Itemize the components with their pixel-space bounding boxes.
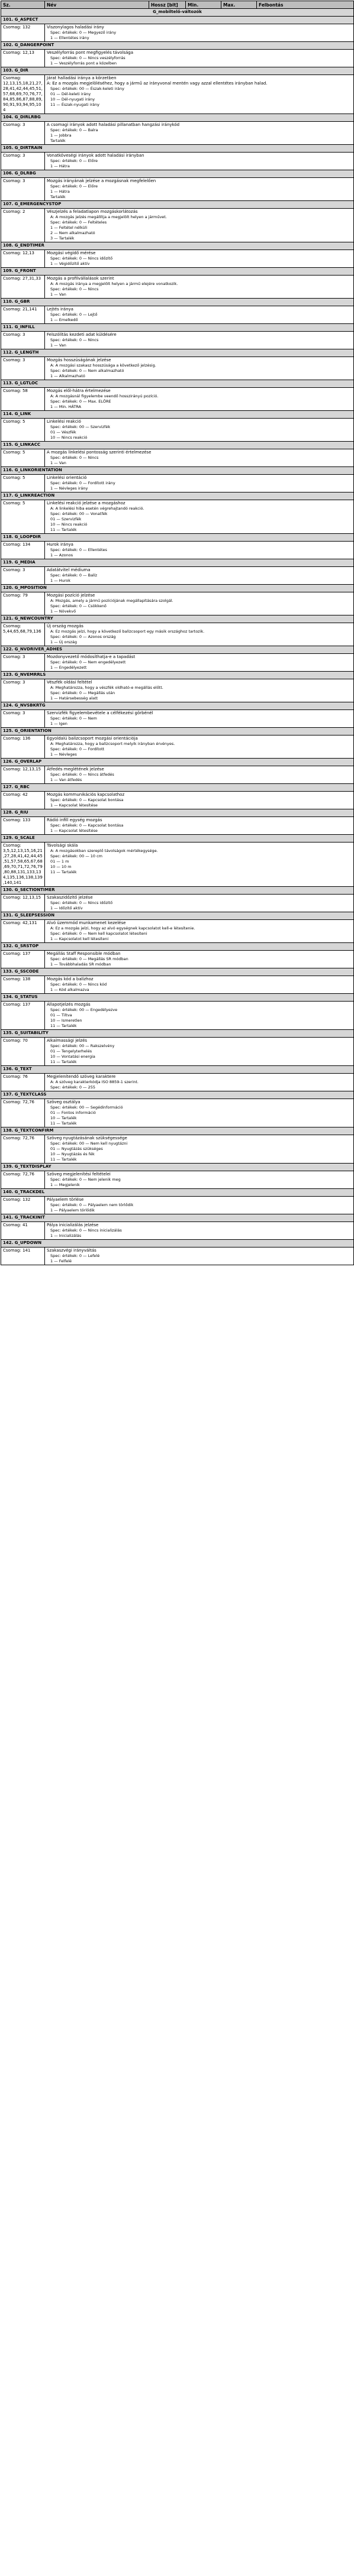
variable-number: 125. G_ORIENTATION — [1, 728, 354, 735]
variable-description: Szakaszvégi irányváltás Spec: értékek: 0 — Lefelé 1 — Felfelé — [45, 1248, 354, 1265]
variable-description: A mozgás linkelési pontosság szerinti értelmezése Spec: értékek: 0 — Nincs 1 — Van — [45, 449, 354, 467]
variable-body-row — [1, 735, 354, 759]
variable-number: 129. G_SCALE — [1, 835, 354, 843]
variable-body-row — [1, 920, 354, 943]
variable-number: 126. G_OVERLAP — [1, 759, 354, 766]
variable-description: Mozgás hosszúságának jelzése A: A mozgási szakasz hosszúsága a következő jelzésig. Spec: értékek: 0 — Nem alkalmazható 1 — Alkalmazható — [45, 357, 354, 380]
variable-packages: Csomag: 5,44,65,68,79,136 — [1, 623, 45, 646]
variable-description: Szervizfék figyelembevétele a célfékezési görbénél Spec: értékek: 0 — Nem 1 — Igen — [45, 710, 354, 728]
variable-packages: Csomag: 3 — [1, 357, 45, 380]
variable-body-row — [1, 475, 354, 492]
variable-packages: Csomag: 134 — [1, 542, 45, 559]
variable-body-row — [1, 1222, 354, 1240]
variable-description: Linkelési reakció Spec: értékek: 00 — Szervizfék 01 — Vészfék 10 — Nincs reakció — [45, 419, 354, 442]
variable-body-row — [1, 276, 354, 299]
variable-title-row — [1, 759, 354, 766]
variable-description: Hurok iránya Spec: értékek: 0 — Ellentétes 1 — Azonos — [45, 542, 354, 559]
col-max-header: Max. — [221, 1, 257, 9]
variable-description: Linkelési orientáció Spec: értékek: 0 — Fordított irány 1 — Névleges irány — [45, 475, 354, 492]
variable-description: Mozgás kommunikációs kapcsolathoz Spec: értékek: 0 — Kapcsolat bontása 1 — Kapcsolat létesítése — [45, 792, 354, 809]
variable-title-row — [1, 784, 354, 792]
variable-title-row — [1, 170, 354, 178]
variable-description: Új ország mozgás A: Ez mozgás jelzi, hogy a következő balízcsoport egy másik országhoz tartozik. Spec: értékek: 0 — Azonos ország 1 — Új ország — [45, 623, 354, 646]
variable-body-row — [1, 419, 354, 442]
variable-body-row — [1, 623, 354, 646]
variable-packages: Csomag: 3 — [1, 153, 45, 170]
variable-title-row — [1, 887, 354, 895]
variable-packages: Csomag: 72,76 — [1, 1135, 45, 1164]
variable-description: Linkelési reakció jelzése a mozgáshoz A: A linkelési hiba esetén végrehajtandó reakció. Spec: értékek: 00 — Vonatfék 01 — Szervizfék 10 — Nincs reakció 11 — Tartalék — [45, 500, 354, 534]
variable-title-row — [1, 672, 354, 679]
variable-body-row — [1, 1099, 354, 1127]
variable-body-row — [1, 75, 354, 114]
variable-number: 115. G_LINKACC — [1, 442, 354, 449]
variable-packages: Csomag: 12,13,15,18,21,27,28,41,42,44,45,51,57,68,69,70,76,77,84,85,86,87,88,89,90,91,93,94,95,104 — [1, 75, 45, 114]
variable-packages: Csomag: 138 — [1, 976, 45, 994]
variable-title-row — [1, 968, 354, 976]
variable-body-row — [1, 178, 354, 201]
variable-title-row — [1, 1164, 354, 1171]
variable-description: Pályaelem törlése Spec: értékek: 0 — Pályaelem nem törlődik 1 — Pályaelem törlődik — [45, 1197, 354, 1214]
variable-body-row — [1, 592, 354, 615]
variable-number: 141. G_TRACKINIT — [1, 1214, 354, 1222]
variable-description: Mozgási végidő mérése Spec: értékek: 0 — Nincs időzítő 1 — Végidőzítő aktív — [45, 250, 354, 268]
variable-packages: Csomag: 5 — [1, 449, 45, 467]
variable-packages: Csomag: 3 — [1, 122, 45, 145]
variable-body-row — [1, 357, 354, 380]
variable-packages: Csomag: 3 — [1, 178, 45, 201]
variable-description: Alvó üzemmód munkamenet kezelése A: Ez a mozgás jelzi, hogy az alvó egységnek kapcsolatot kell-e létesítenie. Spec: értékek: 0 — Nem kell kapcsolatot létesíteni 1 — Kapcsolatot kell létesíteni — [45, 920, 354, 943]
variable-number: 103. G_DIR — [1, 67, 354, 75]
col-hossz-header: Hossz [bit] — [149, 1, 186, 9]
variable-number: 116. G_LINKORIENTATION — [1, 467, 354, 475]
variable-number: 110. G_GBR — [1, 299, 354, 306]
variable-body-row — [1, 24, 354, 42]
variable-packages: Csomag: 3 — [1, 710, 45, 728]
variable-description: Szakaszidőzítő jelzése Spec: értékek: 0 — Nincs időzítő 1 — Időzítő aktív — [45, 895, 354, 912]
variable-description: Mozgás elől-hátra értelmezése A: A mozgásnál figyelembe veendő hosszirányú pozíció. Spec: értékek: 0 — Max. ELŐRE 1 — Min. HÁTRA — [45, 388, 354, 411]
variable-title-row — [1, 242, 354, 250]
variable-body-row — [1, 1038, 354, 1066]
variable-description: Vonatköveségi irányok adott haladási irányban Spec: értékek: 0 — Előre 1 — Hátra — [45, 153, 354, 170]
variable-title-row — [1, 1240, 354, 1248]
variable-title-row — [1, 1214, 354, 1222]
variable-title-row — [1, 380, 354, 388]
variable-packages: Csomag: 3 — [1, 654, 45, 672]
variable-title-row — [1, 411, 354, 419]
variable-number: 139. G_TEXTDISPLAY — [1, 1164, 354, 1171]
variable-packages: Csomag: 72,76 — [1, 1171, 45, 1189]
variable-body-row — [1, 50, 354, 67]
variable-number: 131. G_SLEEPSESSION — [1, 912, 354, 920]
variable-title-row — [1, 728, 354, 735]
variable-packages: Csomag: 79 — [1, 592, 45, 615]
variable-number: 102. G_DANGERPOINT — [1, 42, 354, 50]
variable-packages: Csomag: 5 — [1, 500, 45, 534]
variable-description: Járat halladási iránya a körzetben A: Ez a mozgás megjelöléséhez, hogy a jármű az irányvonal mentén vagy azzal ellentétes irányban halad. Spec: értékek: 00 — Észak-keleti irány 01 — Dél-keleti irány 10 — Dél-nyugati irány 11 — Észak-nyugati irány — [45, 75, 354, 114]
variable-number: 109. G_FRONT — [1, 268, 354, 276]
variable-title-row — [1, 702, 354, 710]
variable-body-row — [1, 1135, 354, 1164]
col-nev-header: Név — [45, 1, 149, 9]
variable-packages: Csomag: 27,31,33 — [1, 276, 45, 299]
variable-description: Adatátvitel médiuma Spec: értékek: 0 — Balíz 1 — Hurok — [45, 567, 354, 585]
variable-description: Mozgás irányának jelzése a mozgásnak megfelelően Spec: értékek: 0 — Előre 1 — Hátra Tartalék — [45, 178, 354, 201]
variable-number: 119. G_MEDIA — [1, 559, 354, 567]
variable-description: Megállás Staff Responsible módban Spec: értékek: 0 — Megállás SR módban 1 — Továbbhaladás SR módban — [45, 951, 354, 968]
variable-packages: Csomag: 5 — [1, 419, 45, 442]
variable-description: Megjelenítendő szöveg karaktere A: A szöveg karakterkódja ISO 8859-1 szerint. Spec: értékek: 0 — 255 — [45, 1074, 354, 1091]
variable-title-row — [1, 943, 354, 951]
variable-title-row — [1, 809, 354, 817]
variable-title-row — [1, 912, 354, 920]
variable-description: Mozgás kód a balízhoz Spec: értékek: 0 — Nincs kód 1 — Kód alkalmazva — [45, 976, 354, 994]
variable-packages: Csomag: 12,13 — [1, 50, 45, 67]
table-header-row — [1, 1, 354, 9]
variable-body-row — [1, 710, 354, 728]
variable-body-row — [1, 766, 354, 784]
variables-table — [1, 1, 354, 1265]
variable-title-row — [1, 585, 354, 592]
col-min-header: Min. — [186, 1, 221, 9]
variable-body-row — [1, 843, 354, 887]
variable-number: 123. G_NVEMRRLS — [1, 672, 354, 679]
variable-number: 104. G_DIRLRBG — [1, 114, 354, 122]
variable-number: 105. G_DIRTRAIN — [1, 145, 354, 153]
variable-number: 142. G_UPDOWN — [1, 1240, 354, 1248]
section-title-row — [1, 9, 354, 17]
variable-number: 137. G_TEXTCLASS — [1, 1091, 354, 1099]
variable-title-row — [1, 268, 354, 276]
variable-number: 138. G_TEXTCONFIRM — [1, 1127, 354, 1135]
variable-body-row — [1, 679, 354, 702]
variable-body-row — [1, 976, 354, 994]
col-felbontas-header: Felbontás — [257, 1, 354, 9]
variable-packages: Csomag: 21,141 — [1, 306, 45, 324]
variable-packages: Csomag: 137 — [1, 1002, 45, 1030]
variable-packages: Csomag: 42,131 — [1, 920, 45, 943]
variable-title-row — [1, 646, 354, 654]
section-title: G_mobiltelő-változók — [1, 9, 354, 17]
variable-number: 136. G_TEXT — [1, 1066, 354, 1074]
variable-number: 112. G_LENGTH — [1, 349, 354, 357]
variable-number: 132. G_SRSTOP — [1, 943, 354, 951]
variable-packages: Csomag: 5 — [1, 475, 45, 492]
variable-packages: Csomag: 2 — [1, 209, 45, 242]
variable-body-row — [1, 542, 354, 559]
variable-description: Mozgási pozíció jelzése A: Mozgás, amely a jármű pozíciójának megállapítására szolgál. Spec: értékek: 0 — Csökkenő 1 — Növekvő — [45, 592, 354, 615]
variable-title-row — [1, 349, 354, 357]
variable-description: Távolsági skála A: A mozgásokban szereplő távolságok mértékegysége. Spec: értékek: 00 — 10 cm 01 — 1 m 10 — 10 m 11 — Tartalék — [45, 843, 354, 887]
variable-body-row — [1, 817, 354, 835]
variable-packages: Csomag: 72,76 — [1, 1099, 45, 1127]
variable-packages: Csomag: 132 — [1, 24, 45, 42]
variable-number: 127. G_RBC — [1, 784, 354, 792]
variable-body-row — [1, 153, 354, 170]
variable-body-row — [1, 209, 354, 242]
variable-packages: Csomag: 133 — [1, 817, 45, 835]
variable-title-row — [1, 1189, 354, 1197]
variable-description: Szöveg osztálya Spec: értékek: 00 — Segédinformáció 01 — Fontos információ 10 — Tartalék 11 — Tartalék — [45, 1099, 354, 1127]
variable-body-row — [1, 654, 354, 672]
variable-packages: Csomag: 136 — [1, 735, 45, 759]
variable-title-row — [1, 201, 354, 209]
variable-body-row — [1, 1171, 354, 1189]
variable-title-row — [1, 835, 354, 843]
variable-body-row — [1, 1074, 354, 1091]
variable-description: Átfedés meglétének jelzése Spec: értékek: 0 — Nincs átfedés 1 — Van átfedés — [45, 766, 354, 784]
variable-title-row — [1, 145, 354, 153]
variable-description: Vészjelzés a feladatlapon mozgáskorlátozás A: A mozgás jelzés megállítja a megjelölt helyen a járművet. Spec: értékek: 0 — Feltételes 1 — Feltétel nélküli 2 — Nem alkalmazható 3 — Tartalék — [45, 209, 354, 242]
variable-title-row — [1, 1030, 354, 1038]
variable-description: Lejtés iránya Spec: értékek: 0 — Lejtő 1 — Emelkedő — [45, 306, 354, 324]
variable-number: 108. G_ENDTIMER — [1, 242, 354, 250]
variable-packages: Csomag: 3 — [1, 567, 45, 585]
variable-packages: Csomag: 3,5,12,13,15,16,21,27,28,41,42,44,45,51,57,58,65,67,68,69,70,71,72,76,79,80,88,131,133,134,135,136,138,139,140,141 — [1, 843, 45, 887]
variable-number: 140. G_TRACKDEL — [1, 1189, 354, 1197]
variable-packages: Csomag: 3 — [1, 679, 45, 702]
variable-number: 101. G_ASPECT — [1, 17, 354, 24]
variable-number: 135. G_SUITABILITY — [1, 1030, 354, 1038]
variable-packages: Csomag: 12,13 — [1, 250, 45, 268]
variable-description: Rádió infill egység mozgás Spec: értékek: 0 — Kapcsolat bontása 1 — Kapcsolat létesítése — [45, 817, 354, 835]
variable-description: Veszélyforrás pont megfigyelés távolsága Spec: értékek: 0 — Nincs veszélyforrás 1 — Veszélyforrás pont a közelben — [45, 50, 354, 67]
variable-number: 121. G_NEWCOUNTRY — [1, 615, 354, 623]
variable-body-row — [1, 1002, 354, 1030]
variable-packages: Csomag: 12,13,15 — [1, 895, 45, 912]
variable-description: Szöveg nyugtázásának szükségessége Spec: értékek: 00 — Nem kell nyugtázni 01 — Nyugtázás szükséges 10 — Nyugtázás és fék 11 — Tartalék — [45, 1135, 354, 1164]
variable-description: Alkalmassági jelzés Spec: értékek: 00 — Rakszelvény 01 — Tengelyterhelés 10 — Vontatási energia 11 — Tartalék — [45, 1038, 354, 1066]
variable-description: A csomagi irányok adott haladási pillanatban hangzási iránykód Spec: értékek: 0 — Balra 1 — Jobbra Tartalék — [45, 122, 354, 145]
variable-number: 122. G_NVDRIVER_ADHES — [1, 646, 354, 654]
variable-body-row — [1, 388, 354, 411]
variable-number: 113. G_LGTLOC — [1, 380, 354, 388]
variable-description: Szöveg megjelenítési feltételei Spec: értékek: 0 — Nem jelenik meg 1 — Megjelenik — [45, 1171, 354, 1189]
variable-title-row — [1, 467, 354, 475]
variable-packages: Csomag: 137 — [1, 951, 45, 968]
variable-number: 130. G_SECTIONTIMER — [1, 887, 354, 895]
variable-number: 124. G_NVSBKRTG — [1, 702, 354, 710]
variable-packages: Csomag: 42 — [1, 792, 45, 809]
variable-packages: Csomag: 132 — [1, 1197, 45, 1214]
variable-body-row — [1, 1197, 354, 1214]
variable-body-row — [1, 567, 354, 585]
variable-number: 117. G_LINKREACTION — [1, 492, 354, 500]
variable-title-row — [1, 324, 354, 332]
table-body — [1, 17, 354, 1265]
variable-description: Mozgás a profilvállalások szerint A: A mozgás iránya a megjelölt helyen a jármű elejére vonatkozik. Spec: értékek: 0 — Nincs 1 — Van — [45, 276, 354, 299]
variable-description: Felszólítás kezdeti adat küldésére Spec: értékek: 0 — Nincs 1 — Van — [45, 332, 354, 349]
variable-title-row — [1, 534, 354, 542]
variable-title-row — [1, 442, 354, 449]
variable-number: 118. G_LOOPDIR — [1, 534, 354, 542]
variable-description: Egyoldalú balízcsoport mozgási orientációja A: Meghatározza, hogy a balízcsoport melyik irányban érvényes. Spec: értékek: 0 — Fordított 1 — Névleges — [45, 735, 354, 759]
variable-body-row — [1, 250, 354, 268]
variable-packages: Csomag: 141 — [1, 1248, 45, 1265]
variable-body-row — [1, 792, 354, 809]
variable-body-row — [1, 306, 354, 324]
variable-number: 133. G_SSCODE — [1, 968, 354, 976]
variable-title-row — [1, 1091, 354, 1099]
variable-body-row — [1, 500, 354, 534]
variable-body-row — [1, 1248, 354, 1265]
variable-title-row — [1, 1127, 354, 1135]
variable-packages: Csomag: 70 — [1, 1038, 45, 1066]
variable-packages: Csomag: 3 — [1, 332, 45, 349]
variable-title-row — [1, 67, 354, 75]
variable-title-row — [1, 559, 354, 567]
variable-body-row — [1, 895, 354, 912]
variable-title-row — [1, 492, 354, 500]
variable-title-row — [1, 114, 354, 122]
variable-body-row — [1, 449, 354, 467]
variable-title-row — [1, 615, 354, 623]
variable-description: Vészfék oldási feltétel A: Meghatározza, hogy a vészfék oldható-e megállás előtt. Spec: értékek: 0 — Megállás után 1 — Határsebesség alatt — [45, 679, 354, 702]
variable-title-row — [1, 299, 354, 306]
variable-description: Pálya inicializálás jelzése Spec: értékek: 0 — Nincs inicializálás 1 — Inicializálás — [45, 1222, 354, 1240]
variable-number: 128. G_RIU — [1, 809, 354, 817]
variable-packages: Csomag: 41 — [1, 1222, 45, 1240]
col-sz-header: Sz. — [1, 1, 45, 9]
variable-body-row — [1, 951, 354, 968]
variable-packages: Csomag: 12,13,15 — [1, 766, 45, 784]
variable-title-row — [1, 1066, 354, 1074]
variable-description: Mozdonyvezető módosíthatja-e a tapadást Spec: értékek: 0 — Nem engedélyezett 1 — Engedélyezett — [45, 654, 354, 672]
variable-description: Állapotjelzés mozgás Spec: értékek: 00 — Engedélyezve 01 — Tiltva 10 — Ismeretlen 11 — Tartalék — [45, 1002, 354, 1030]
variable-title-row — [1, 42, 354, 50]
variable-number: 106. G_DLRBG — [1, 170, 354, 178]
variable-number: 120. G_MPOSITION — [1, 585, 354, 592]
variable-description: Viszonylagos haladási irány Spec: értékek: 0 — Megyező irány 1 — Ellentétes irány — [45, 24, 354, 42]
variable-number: 114. G_LINK — [1, 411, 354, 419]
variable-packages: Csomag: 76 — [1, 1074, 45, 1091]
variable-number: 111. G_INFILL — [1, 324, 354, 332]
variable-packages: Csomag: 58 — [1, 388, 45, 411]
variable-number: 107. G_EMERGENCYSTOP — [1, 201, 354, 209]
variable-title-row — [1, 994, 354, 1002]
variable-title-row — [1, 17, 354, 24]
variable-number: 134. G_STATUS — [1, 994, 354, 1002]
document-page — [1, 1, 353, 1265]
variable-body-row — [1, 122, 354, 145]
variable-body-row — [1, 332, 354, 349]
